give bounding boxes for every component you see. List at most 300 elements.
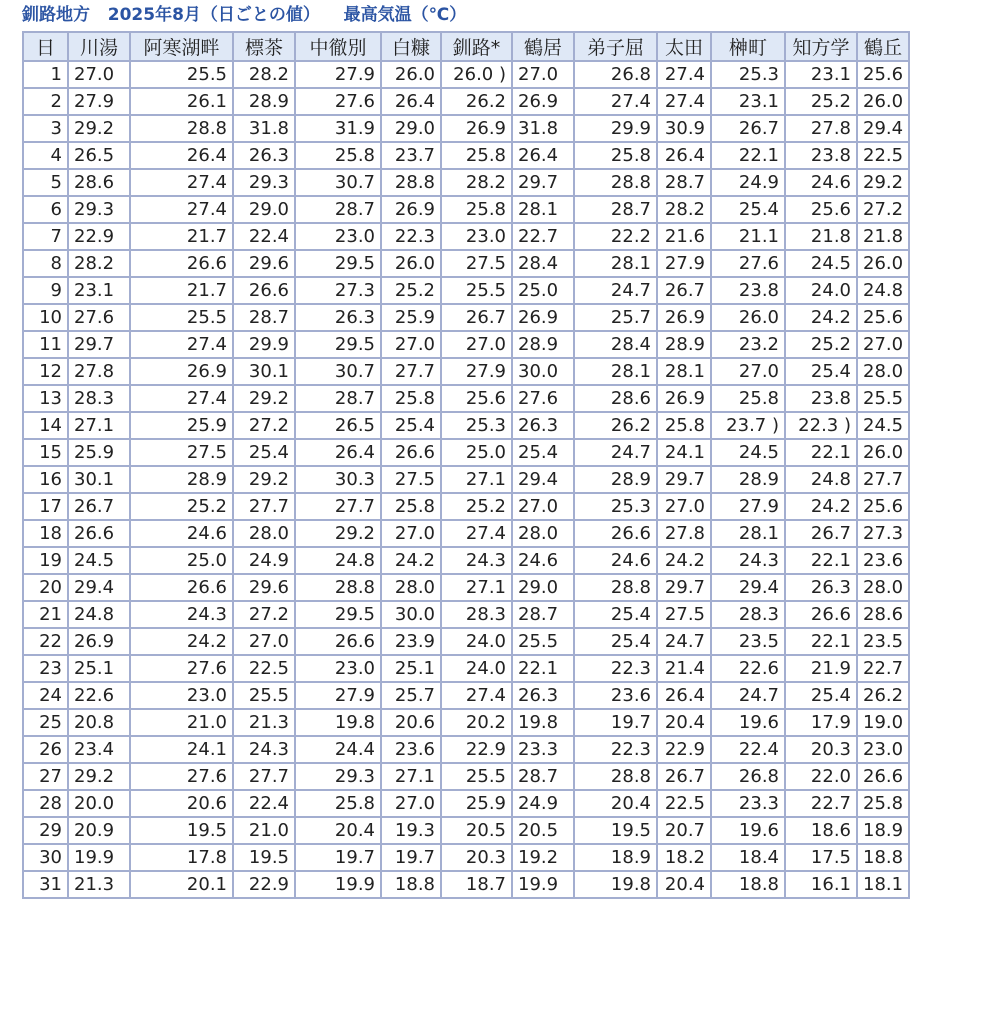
temperature-cell: 27.4 [574, 88, 657, 115]
temperature-cell: 28.9 [233, 88, 295, 115]
temperature-cell: 25.2 [785, 331, 857, 358]
temperature-cell: 23.6 [574, 682, 657, 709]
table-body [23, 61, 909, 898]
temperature-cell: 18.8 [857, 844, 909, 871]
temperature-cell: 27.0 [381, 520, 441, 547]
temperature-cell: 28.6 [574, 385, 657, 412]
temperature-cell: 29.7 [657, 466, 711, 493]
temperature-cell: 29.4 [512, 466, 574, 493]
temperature-cell: 25.4 [233, 439, 295, 466]
temperature-cell: 27.9 [68, 88, 130, 115]
table-row [23, 709, 909, 736]
temperature-cell: 27.9 [295, 61, 381, 88]
temperature-cell: 18.8 [381, 871, 441, 898]
temperature-cell: 28.8 [574, 169, 657, 196]
temperature-cell: 20.4 [657, 871, 711, 898]
temperature-cell: 23.7 ) [711, 412, 785, 439]
temperature-cell: 21.7 [130, 223, 233, 250]
temperature-cell: 17.5 [785, 844, 857, 871]
temperature-cell: 24.7 [574, 439, 657, 466]
temperature-cell: 28.0 [857, 574, 909, 601]
temperature-cell: 25.4 [512, 439, 574, 466]
temperature-cell: 29.9 [574, 115, 657, 142]
temperature-cell: 26.9 [130, 358, 233, 385]
temperature-cell: 20.1 [130, 871, 233, 898]
temperature-cell: 27.7 [233, 763, 295, 790]
temperature-cell: 27.0 [381, 790, 441, 817]
temperature-cell: 26.9 [512, 304, 574, 331]
temperature-cell: 25.5 [233, 682, 295, 709]
column-header: 阿寒湖畔 [130, 32, 233, 61]
temperature-cell: 24.3 [711, 547, 785, 574]
temperature-cell: 19.7 [574, 709, 657, 736]
table-row [23, 142, 909, 169]
caption-month: 2025年8月（日ごとの値） [107, 5, 320, 25]
temperature-cell: 26.4 [657, 682, 711, 709]
table-row [23, 466, 909, 493]
table-row [23, 763, 909, 790]
temperature-cell: 19.6 [711, 709, 785, 736]
temperature-cell: 27.0 [657, 493, 711, 520]
temperature-cell: 27.2 [233, 412, 295, 439]
temperature-cell: 27.1 [68, 412, 130, 439]
temperature-cell: 20.9 [68, 817, 130, 844]
temperature-cell: 22.9 [441, 736, 512, 763]
temperature-cell: 24.5 [711, 439, 785, 466]
temperature-cell: 28.9 [711, 466, 785, 493]
temperature-cell: 26.4 [295, 439, 381, 466]
temperature-cell: 26.1 [130, 88, 233, 115]
day-cell: 1 [23, 61, 68, 88]
temperature-cell: 22.9 [233, 871, 295, 898]
table-row [23, 655, 909, 682]
temperature-cell: 29.7 [68, 331, 130, 358]
temperature-cell: 23.8 [785, 142, 857, 169]
temperature-cell: 26.6 [381, 439, 441, 466]
temperature-cell: 26.4 [512, 142, 574, 169]
table-row [23, 871, 909, 898]
temperature-cell: 26.9 [441, 115, 512, 142]
temperature-cell: 18.1 [857, 871, 909, 898]
temperature-cell: 20.5 [441, 817, 512, 844]
temperature-cell: 22.2 [574, 223, 657, 250]
temperature-cell: 23.6 [857, 547, 909, 574]
temperature-cell: 20.0 [68, 790, 130, 817]
table-row [23, 439, 909, 466]
temperature-cell: 25.8 [295, 142, 381, 169]
temperature-cell: 26.3 [512, 412, 574, 439]
temperature-cell: 19.9 [512, 871, 574, 898]
table-row [23, 331, 909, 358]
temperature-cell: 23.4 [68, 736, 130, 763]
day-cell: 30 [23, 844, 68, 871]
temperature-cell: 26.7 [441, 304, 512, 331]
temperature-cell: 19.7 [381, 844, 441, 871]
day-cell: 2 [23, 88, 68, 115]
table-row [23, 520, 909, 547]
day-cell: 10 [23, 304, 68, 331]
caption-region: 釧路地方 [22, 5, 90, 25]
day-cell: 4 [23, 142, 68, 169]
day-cell: 24 [23, 682, 68, 709]
temperature-cell: 27.7 [381, 358, 441, 385]
temperature-cell: 27.7 [857, 466, 909, 493]
temperature-cell: 25.5 [441, 277, 512, 304]
day-cell: 26 [23, 736, 68, 763]
column-header: 釧路* [441, 32, 512, 61]
temperature-cell: 26.0 [857, 88, 909, 115]
temperature-cell: 27.8 [68, 358, 130, 385]
temperature-cell: 24.5 [785, 250, 857, 277]
temperature-cell: 29.2 [68, 115, 130, 142]
temperature-cell: 22.1 [785, 547, 857, 574]
column-header: 川湯 [68, 32, 130, 61]
temperature-cell: 24.6 [130, 520, 233, 547]
temperature-cell: 28.8 [295, 574, 381, 601]
temperature-cell: 26.9 [381, 196, 441, 223]
temperature-cell: 27.6 [130, 763, 233, 790]
temperature-cell: 28.6 [68, 169, 130, 196]
temperature-cell: 27.0 [381, 331, 441, 358]
temperature-cell: 28.1 [574, 250, 657, 277]
temperature-cell: 18.6 [785, 817, 857, 844]
temperature-cell: 27.0 [857, 331, 909, 358]
temperature-cell: 22.5 [657, 790, 711, 817]
temperature-cell: 22.3 [574, 736, 657, 763]
temperature-cell: 29.3 [233, 169, 295, 196]
temperature-cell: 22.3 [381, 223, 441, 250]
temperature-cell: 29.5 [295, 250, 381, 277]
temperature-cell: 23.0 [857, 736, 909, 763]
table-header [23, 32, 909, 61]
temperature-cell: 27.5 [657, 601, 711, 628]
day-cell: 6 [23, 196, 68, 223]
temperature-cell: 22.9 [657, 736, 711, 763]
temperature-cell: 27.6 [68, 304, 130, 331]
column-header: 白糠 [381, 32, 441, 61]
temperature-cell: 25.2 [441, 493, 512, 520]
temperature-cell: 28.2 [233, 61, 295, 88]
temperature-cell: 28.0 [233, 520, 295, 547]
temperature-cell: 28.3 [68, 385, 130, 412]
temperature-cell: 26.7 [657, 277, 711, 304]
temperature-cell: 28.7 [512, 763, 574, 790]
temperature-cell: 21.0 [233, 817, 295, 844]
temperature-cell: 26.6 [295, 628, 381, 655]
temperature-cell: 28.8 [574, 574, 657, 601]
column-header: 日 [23, 32, 68, 61]
temperature-cell: 28.7 [574, 196, 657, 223]
temperature-cell: 30.0 [381, 601, 441, 628]
temperature-cell: 26.6 [68, 520, 130, 547]
temperature-cell: 26.6 [785, 601, 857, 628]
table-row [23, 790, 909, 817]
day-cell: 9 [23, 277, 68, 304]
temperature-cell: 19.5 [233, 844, 295, 871]
day-cell: 23 [23, 655, 68, 682]
temperature-cell: 28.1 [657, 358, 711, 385]
day-cell: 3 [23, 115, 68, 142]
temperature-cell: 29.9 [233, 331, 295, 358]
temperature-cell: 20.8 [68, 709, 130, 736]
day-cell: 7 [23, 223, 68, 250]
temperature-cell: 28.9 [657, 331, 711, 358]
table-row [23, 817, 909, 844]
table-row [23, 169, 909, 196]
temperature-cell: 28.7 [657, 169, 711, 196]
temperature-cell: 28.7 [512, 601, 574, 628]
temperature-cell: 29.0 [233, 196, 295, 223]
temperature-cell: 29.5 [295, 331, 381, 358]
temperature-cell: 27.6 [711, 250, 785, 277]
temperature-cell: 25.4 [574, 601, 657, 628]
temperature-cell: 28.7 [295, 385, 381, 412]
temperature-cell: 21.3 [233, 709, 295, 736]
temperature-cell: 24.2 [785, 493, 857, 520]
temperature-cell: 21.3 [68, 871, 130, 898]
table-row [23, 574, 909, 601]
temperature-cell: 20.4 [295, 817, 381, 844]
temperature-cell: 28.0 [512, 520, 574, 547]
temperature-cell: 29.7 [512, 169, 574, 196]
temperature-cell: 25.8 [657, 412, 711, 439]
table-row [23, 61, 909, 88]
temperature-cell: 22.6 [711, 655, 785, 682]
column-header: 鶴居 [512, 32, 574, 61]
temperature-cell: 19.8 [295, 709, 381, 736]
temperature-cell: 24.8 [68, 601, 130, 628]
temperature-cell: 26.9 [657, 304, 711, 331]
temperature-cell: 26.7 [657, 763, 711, 790]
temperature-cell: 26.2 [574, 412, 657, 439]
temperature-cell: 27.9 [711, 493, 785, 520]
day-cell: 17 [23, 493, 68, 520]
temperature-cell: 21.7 [130, 277, 233, 304]
temperature-cell: 28.9 [130, 466, 233, 493]
temperature-cell: 29.4 [857, 115, 909, 142]
temperature-cell: 25.4 [785, 682, 857, 709]
temperature-cell: 18.2 [657, 844, 711, 871]
temperature-cell: 26.7 [711, 115, 785, 142]
temperature-cell: 24.3 [441, 547, 512, 574]
temperature-cell: 25.6 [857, 493, 909, 520]
temperature-cell: 24.8 [857, 277, 909, 304]
temperature-cell: 28.8 [381, 169, 441, 196]
temperature-cell: 26.2 [857, 682, 909, 709]
temperature-cell: 27.3 [295, 277, 381, 304]
temperature-cell: 24.7 [657, 628, 711, 655]
temperature-cell: 25.3 [574, 493, 657, 520]
table-row [23, 628, 909, 655]
temperature-cell: 24.0 [785, 277, 857, 304]
temperature-cell: 29.7 [657, 574, 711, 601]
temperature-cell: 24.2 [785, 304, 857, 331]
day-cell: 16 [23, 466, 68, 493]
temperature-cell: 26.6 [130, 574, 233, 601]
temperature-cell: 19.6 [711, 817, 785, 844]
temperature-cell: 29.2 [295, 520, 381, 547]
temperature-cell: 24.1 [657, 439, 711, 466]
temperature-cell: 27.5 [130, 439, 233, 466]
temperature-cell: 28.8 [574, 763, 657, 790]
temperature-cell: 26.0 [711, 304, 785, 331]
table-caption [22, 2, 466, 28]
temperature-cell: 23.8 [711, 277, 785, 304]
temperature-cell: 21.4 [657, 655, 711, 682]
temperature-cell: 26.8 [711, 763, 785, 790]
day-cell: 29 [23, 817, 68, 844]
temperature-cell: 23.6 [381, 736, 441, 763]
temperature-cell: 29.2 [857, 169, 909, 196]
temperature-cell: 26.6 [233, 277, 295, 304]
column-header: 太田 [657, 32, 711, 61]
temperature-cell: 24.8 [785, 466, 857, 493]
temperature-cell: 27.1 [441, 574, 512, 601]
temperature-cell: 20.3 [441, 844, 512, 871]
temperature-cell: 27.5 [441, 250, 512, 277]
temperature-cell: 28.9 [574, 466, 657, 493]
temperature-cell: 26.9 [68, 628, 130, 655]
temperature-cell: 21.8 [785, 223, 857, 250]
day-cell: 13 [23, 385, 68, 412]
temperature-cell: 27.0 [441, 331, 512, 358]
temperature-cell: 29.0 [381, 115, 441, 142]
temperature-cell: 30.9 [657, 115, 711, 142]
table-row [23, 196, 909, 223]
temperature-cell: 22.1 [512, 655, 574, 682]
temperature-cell: 25.8 [574, 142, 657, 169]
temperature-cell: 28.9 [512, 331, 574, 358]
temperature-cell: 25.5 [857, 385, 909, 412]
temperature-cell: 28.7 [233, 304, 295, 331]
temperature-cell: 25.1 [381, 655, 441, 682]
table-row [23, 412, 909, 439]
temperature-cell: 30.0 [512, 358, 574, 385]
temperature-cell: 29.3 [68, 196, 130, 223]
temperature-cell: 28.4 [512, 250, 574, 277]
temperature-cell: 20.3 [785, 736, 857, 763]
column-header: 標茶 [233, 32, 295, 61]
temperature-cell: 23.0 [295, 223, 381, 250]
temperature-cell: 23.5 [711, 628, 785, 655]
temperature-cell: 24.3 [233, 736, 295, 763]
temperature-cell: 25.8 [295, 790, 381, 817]
table-row [23, 736, 909, 763]
temperature-cell: 19.9 [295, 871, 381, 898]
temperature-cell: 26.0 [381, 250, 441, 277]
temperature-cell: 27.1 [381, 763, 441, 790]
temperature-cell: 24.6 [512, 547, 574, 574]
temperature-cell: 25.7 [574, 304, 657, 331]
temperature-cell: 26.0 [857, 439, 909, 466]
temperature-cell: 26.9 [657, 385, 711, 412]
temperature-cell: 22.5 [857, 142, 909, 169]
temperature-cell: 27.6 [130, 655, 233, 682]
temperature-cell: 20.2 [441, 709, 512, 736]
temperature-cell: 31.8 [512, 115, 574, 142]
temperature-cell: 25.7 [381, 682, 441, 709]
temperature-cell: 25.8 [381, 385, 441, 412]
temperature-cell: 30.1 [68, 466, 130, 493]
table-row [23, 223, 909, 250]
temperature-cell: 19.2 [512, 844, 574, 871]
temperature-cell: 28.2 [657, 196, 711, 223]
temperature-cell: 25.9 [381, 304, 441, 331]
temperature-cell: 25.6 [857, 304, 909, 331]
temperature-cell: 24.5 [68, 547, 130, 574]
day-cell: 15 [23, 439, 68, 466]
temperature-cell: 23.7 [381, 142, 441, 169]
temperature-cell: 24.2 [657, 547, 711, 574]
table-row [23, 844, 909, 871]
temperature-cell: 24.5 [857, 412, 909, 439]
temperature-cell: 29.6 [233, 574, 295, 601]
table-row [23, 250, 909, 277]
day-cell: 21 [23, 601, 68, 628]
temperature-cell: 27.0 [512, 493, 574, 520]
temperature-cell: 18.7 [441, 871, 512, 898]
temperature-cell: 28.2 [441, 169, 512, 196]
temperature-cell: 25.8 [441, 196, 512, 223]
temperature-cell: 20.4 [657, 709, 711, 736]
temperature-cell: 26.2 [441, 88, 512, 115]
temperature-cell: 26.4 [381, 88, 441, 115]
temperature-cell: 25.4 [785, 358, 857, 385]
temperature-cell: 23.9 [381, 628, 441, 655]
temperature-cell: 17.8 [130, 844, 233, 871]
temperature-cell: 24.8 [295, 547, 381, 574]
temperature-cell: 27.4 [657, 88, 711, 115]
temperature-cell: 19.9 [68, 844, 130, 871]
temperature-cell: 27.4 [130, 331, 233, 358]
temperature-cell: 24.6 [574, 547, 657, 574]
temperature-cell: 25.4 [711, 196, 785, 223]
temperature-cell: 23.1 [68, 277, 130, 304]
temperature-cell: 24.6 [785, 169, 857, 196]
temperature-cell: 27.9 [657, 250, 711, 277]
temperature-cell: 23.0 [441, 223, 512, 250]
temperature-cell: 29.3 [295, 763, 381, 790]
temperature-cell: 27.0 [711, 358, 785, 385]
temperature-cell: 23.1 [711, 88, 785, 115]
temperature-cell: 23.0 [130, 682, 233, 709]
temperature-cell: 27.4 [130, 196, 233, 223]
temperature-cell: 25.0 [130, 547, 233, 574]
daily-max-temperature-table [22, 31, 910, 899]
temperature-cell: 22.4 [711, 736, 785, 763]
temperature-cell: 25.6 [441, 385, 512, 412]
temperature-cell: 28.2 [68, 250, 130, 277]
temperature-cell: 27.4 [130, 385, 233, 412]
temperature-cell: 22.4 [233, 223, 295, 250]
temperature-cell: 24.1 [130, 736, 233, 763]
day-cell: 8 [23, 250, 68, 277]
temperature-cell: 25.5 [512, 628, 574, 655]
temperature-cell: 25.5 [130, 61, 233, 88]
temperature-cell: 16.1 [785, 871, 857, 898]
day-cell: 19 [23, 547, 68, 574]
temperature-cell: 20.4 [574, 790, 657, 817]
temperature-cell: 28.1 [512, 196, 574, 223]
temperature-cell: 22.5 [233, 655, 295, 682]
table-row [23, 358, 909, 385]
temperature-cell: 20.5 [512, 817, 574, 844]
temperature-cell: 28.1 [711, 520, 785, 547]
temperature-cell: 25.5 [130, 304, 233, 331]
temperature-cell: 24.7 [574, 277, 657, 304]
temperature-cell: 18.9 [857, 817, 909, 844]
table-row [23, 682, 909, 709]
